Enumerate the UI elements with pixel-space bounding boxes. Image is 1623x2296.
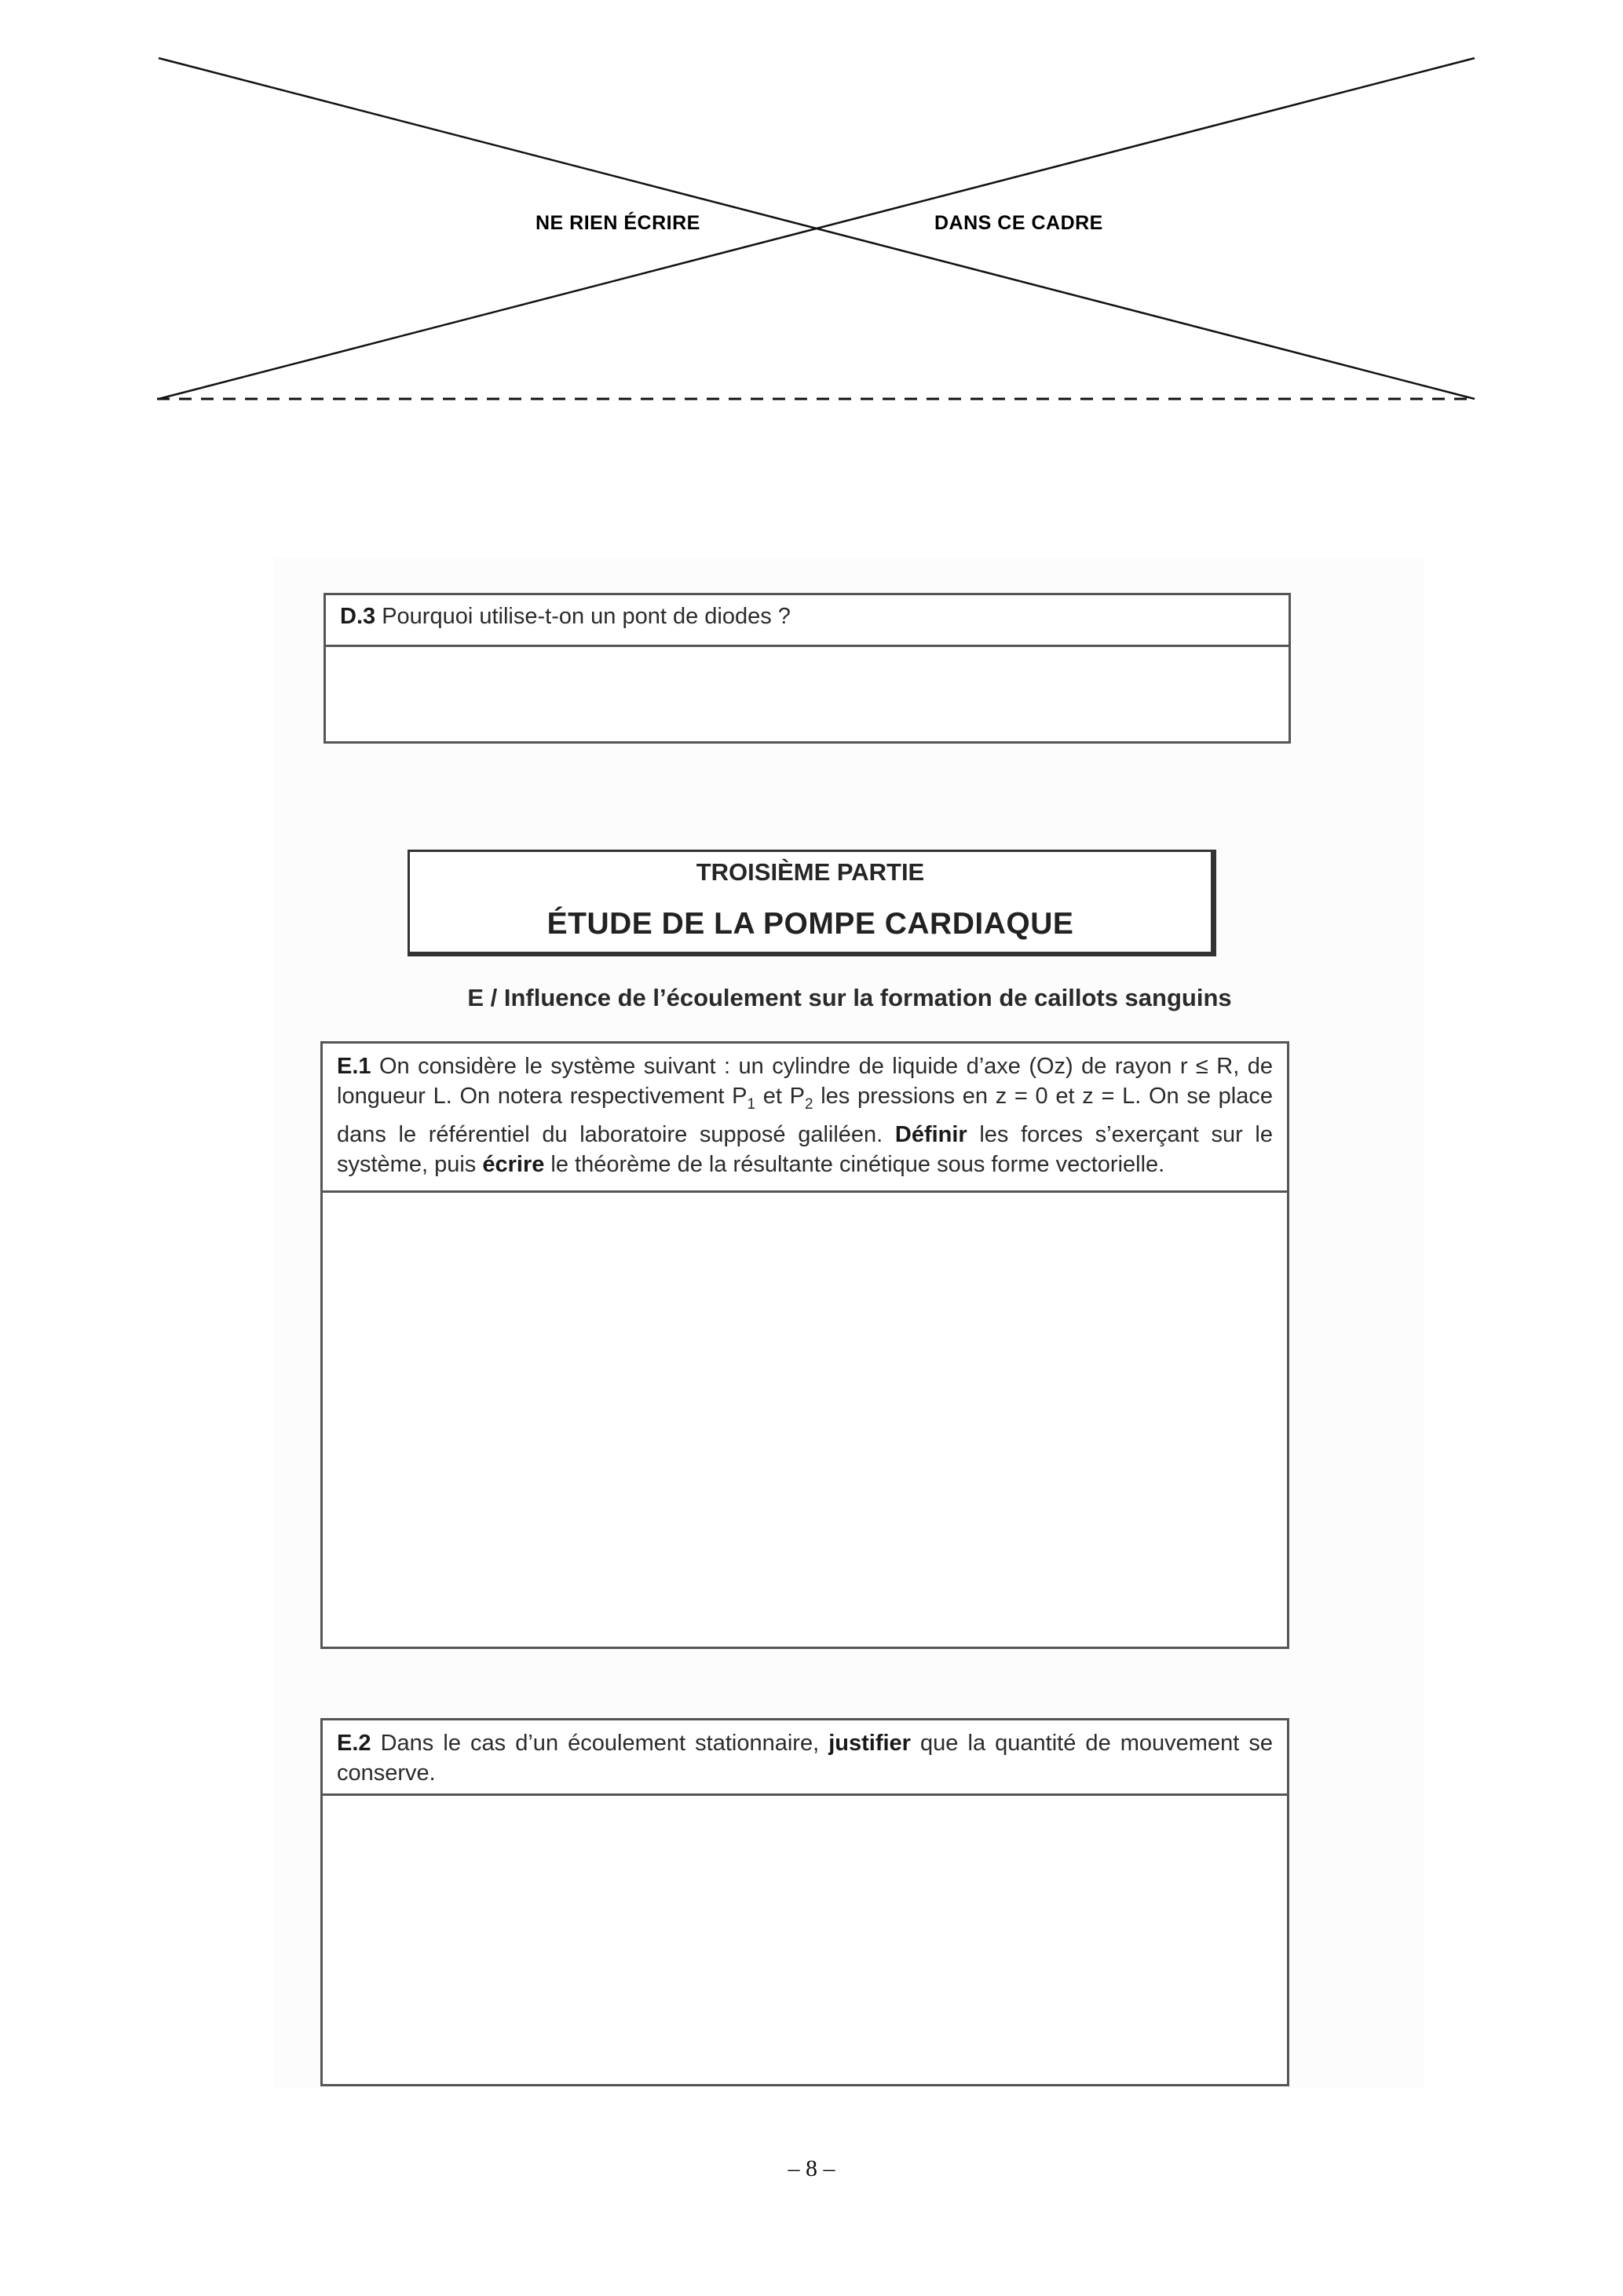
section-e-title: E / Influence de l’écoulement sur la formation de caillots sanguins: [467, 984, 1232, 1011]
part-title-box: [408, 850, 1216, 956]
question-e1-label: E.1: [337, 1054, 371, 1079]
no-write-frame: [0, 0, 1623, 424]
question-e1-answer-area[interactable]: [323, 1193, 1287, 1647]
question-d3-answer-area[interactable]: [326, 647, 1289, 741]
no-write-label-right: DANS CE CADRE: [934, 212, 1103, 234]
part-number: TROISIÈME PARTIE: [696, 858, 925, 886]
question-d3-box: [324, 593, 1291, 744]
question-e1-text: E.1 On considère le système suivant : un cylindre de liquide d’axe (Oz) de rayon r ≤ R, de longueur L. On notera respectivement $P_1$ et $P_2$ les pressions en z = 0 et z = L. On se place dans le référentiel du laboratoire supposé galiléen. Définir les forces s’exerçant sur le système, puis écrire le théorème de la résultante cinétique sous forme vectorielle.: [323, 1044, 1287, 1193]
question-e2-text: E.2 Dans le cas d’un écoulement stationnaire, justifier que la quantité de mouvement se conserve.: [323, 1720, 1287, 1796]
question-e2-box: [320, 1718, 1289, 2086]
part-title: ÉTUDE DE LA POMPE CARDIAQUE: [546, 907, 1074, 941]
no-write-label-left: NE RIEN ÉCRIRE: [536, 212, 700, 234]
question-d3-label: D.3: [340, 604, 376, 629]
page-number: – 8 –: [788, 2155, 835, 2181]
question-e2-label: E.2: [337, 1731, 371, 1756]
question-d3-text: D.3 Pourquoi utilise-t-on un pont de diodes ?: [326, 595, 1289, 647]
question-e2-answer-area[interactable]: [323, 1796, 1287, 2084]
question-e1-box: [320, 1041, 1289, 1649]
